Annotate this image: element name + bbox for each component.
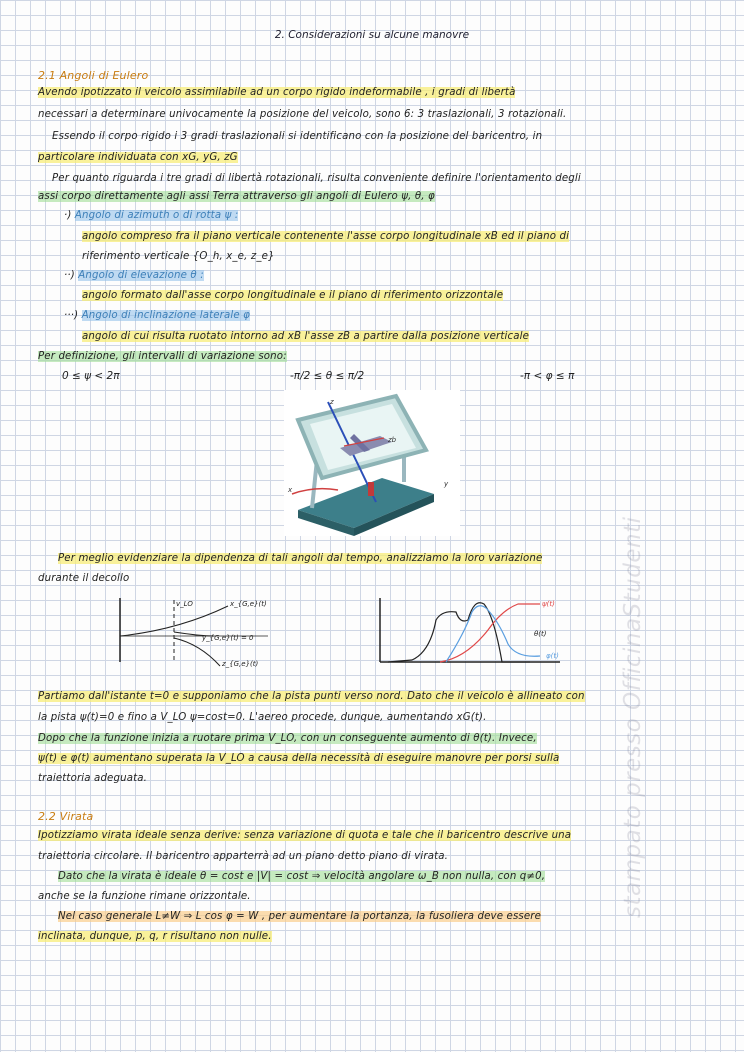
text-line — [58, 870, 545, 884]
list-item-bullet — [64, 309, 250, 323]
text-line-content: Per quanto riguarda i tre gradi di libertà rotazionali, risulta conveniente definire l'orientamento degli — [52, 173, 581, 184]
text-line-content: assi corpo direttamente agli assi Terra attraverso gli angoli di Eulero ψ, θ, φ — [38, 191, 435, 202]
text-line — [38, 151, 238, 165]
text-line — [82, 330, 529, 344]
text-line-content: ψ(t) e φ(t) aumentano superata la V_LO a causa della necessità di eseguire manovre per porsi sulla — [38, 753, 560, 764]
text-line-content: Ipotizziamo virata ideale senza derive: senza variazione di quota e tale che il baricentro descrive una — [38, 830, 572, 841]
text-line — [82, 250, 275, 264]
interval-psi: 0 ≤ ψ < 2π — [62, 370, 120, 382]
graph1-label-y: y_{G,e}(t) = 0 — [202, 634, 254, 642]
angles-graph — [370, 592, 580, 670]
axis-label-z: z — [330, 398, 334, 406]
text-line — [58, 552, 542, 566]
text-line — [38, 772, 147, 786]
phi-curve — [446, 606, 540, 662]
graph2-label-phi: φ(t) — [546, 652, 559, 660]
text-line-content: Partiamo dall'istante t=0 e supponiamo che la pista punti verso nord. Dato che il veicolo è allineato con — [38, 691, 585, 702]
position-graph — [108, 592, 288, 672]
text-line-content: traiettoria circolare. Il baricentro apparterrà ad un piano detto piano di virata. — [38, 851, 449, 862]
text-line — [38, 572, 129, 586]
text-line-content: Nel caso generale L≠W ⇒ L cos φ = W , per aumentare la portanza, la fusoliera deve essere — [58, 911, 542, 922]
text-line — [58, 910, 541, 924]
graph1-label-z: z_{G,e}(t) — [222, 660, 259, 668]
item-name: Angolo di inclinazione laterale φ — [81, 310, 251, 321]
text-line-content: Per definizione, gli intervalli di variazione sono: — [38, 351, 287, 362]
section-heading-2-2: 2.2 Virata — [38, 810, 94, 823]
text-line — [82, 289, 503, 303]
text-line — [52, 130, 542, 144]
euler-angles-figure — [284, 390, 460, 536]
text-line — [52, 172, 581, 186]
bullet-mark: ·) — [64, 210, 72, 221]
mount-icon — [368, 482, 374, 496]
text-line-content: Dato che la virata è ideale θ = cost e |V| = cost ⇒ velocità angolare ω_B non nulla, con q≠0, — [58, 871, 546, 882]
bullet-mark: ··) — [64, 270, 75, 281]
text-line-content: anche se la funzione rimane orizzontale. — [38, 891, 251, 902]
text-line — [38, 850, 448, 864]
text-line — [82, 230, 569, 244]
text-line — [38, 190, 435, 204]
text-line — [38, 86, 515, 100]
text-line-content: traiettoria adeguata. — [38, 773, 148, 784]
graph2-label-psi: ψ(t) — [542, 600, 555, 608]
text-line-content: durante il decollo — [38, 573, 130, 584]
axis-label-y: y — [444, 480, 449, 488]
text-line — [38, 829, 571, 843]
list-item-bullet — [64, 269, 204, 283]
graph1-label-x: x_{G,e}(t) — [230, 600, 267, 608]
text-line — [38, 108, 566, 122]
text-line — [38, 350, 287, 364]
section-heading-2-1: 2.1 Angoli di Eulero — [38, 69, 149, 82]
z-curve — [174, 638, 220, 666]
text-line-content: Essendo il corpo rigido i 3 gradi traslazionali si identificano con la posizione del baricentro, in — [52, 131, 543, 142]
bullet-mark: ···) — [64, 310, 79, 321]
item-name: Angolo di elevazione θ : — [78, 270, 204, 281]
text-line-content: angolo compreso fra il piano verticale contenente l'asse corpo longitudinale xB ed il piano di — [82, 231, 570, 242]
text-line-content: angolo formato dall'asse corpo longitudinale e il piano di riferimento orizzontale — [82, 290, 504, 301]
page-title: 2. Considerazioni su alcune manovre — [274, 29, 470, 41]
text-line-content: particolare individuata con xG, yG, zG — [38, 152, 238, 163]
list-item-bullet — [64, 209, 238, 223]
text-line — [38, 930, 272, 944]
item-name: Angolo di azimuth o di rotta ψ : — [74, 210, 239, 221]
text-line — [38, 732, 537, 746]
theta-curve — [388, 603, 530, 662]
interval-theta: -π/2 ≤ θ ≤ π/2 — [290, 370, 365, 382]
axis-label-zb: zb — [388, 436, 397, 444]
text-line — [38, 690, 585, 704]
axis-label-x: x — [288, 486, 293, 494]
interval-phi: -π < φ ≤ π — [520, 370, 575, 382]
graph1-label-vlo: v_LO — [176, 600, 193, 608]
text-line-content: Avendo ipotizzato il veicolo assimilabile ad un corpo rigido indeformabile , i gradi di libertà — [38, 87, 516, 98]
text-line-content: Per meglio evidenziare la dipendenza di tali angoli dal tempo, analizziamo la loro variazione — [58, 553, 543, 564]
watermark: stampato presso OfficinaStudenti — [620, 516, 646, 918]
text-line-content: Dopo che la funzione inizia a ruotare prima V_LO, con un conseguente aumento di θ(t). Invece, — [38, 733, 537, 744]
text-line — [38, 890, 251, 904]
text-line-content: angolo di cui risulta ruotato intorno ad xB l'asse zB a partire dalla posizione verticale — [82, 331, 529, 342]
graph2-label-theta: θ(t) — [534, 630, 547, 638]
text-line — [38, 752, 559, 766]
text-line-content: la pista ψ(t)=0 e fino a V_LO ψ=cost=0. L'aereo procede, dunque, aumentando xG(t). — [38, 712, 487, 723]
text-line-content: necessari a determinare univocamente la posizione del veicolo, sono 6: 3 traslazionali, 3 rotazionali. — [38, 109, 567, 120]
text-line-content: riferimento verticale {O_h, x_e, z_e} — [82, 251, 275, 262]
text-line-content: inclinata, dunque, p, q, r risultano non nulle. — [38, 931, 272, 942]
text-line — [38, 711, 487, 725]
